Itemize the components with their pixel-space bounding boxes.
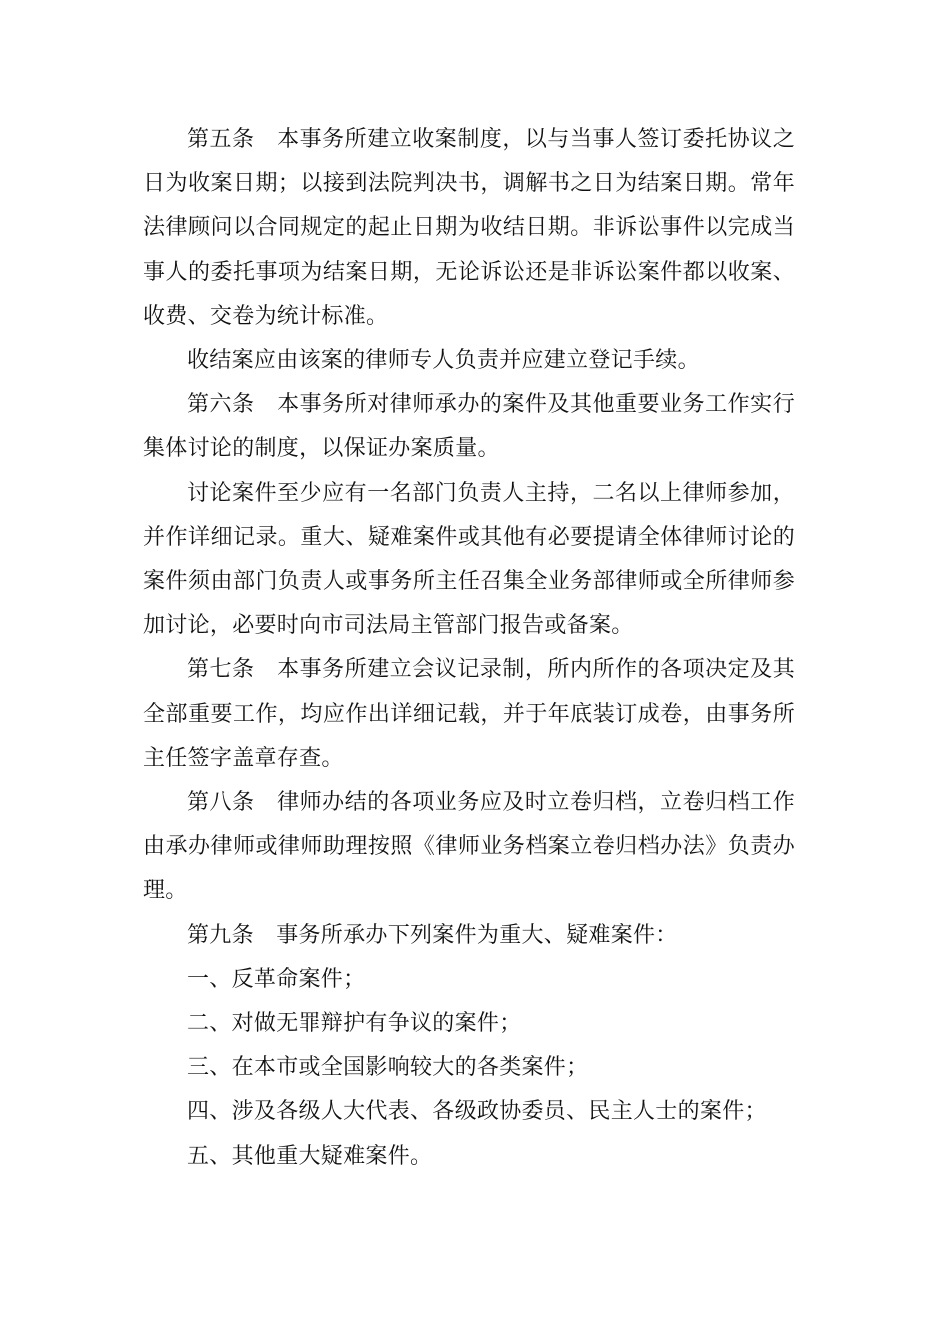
list-item: 三、在本市或全国影响较大的各类案件； bbox=[187, 1055, 589, 1081]
case-registration-paragraph: 收结案应由该案的律师专人负责并应建立登记手续。 bbox=[187, 348, 700, 374]
case-discussion-paragraph: 讨论案件至少应有一名部门负责人主持，二名以上律师参加，并作详细记录。重大、疑难案件或其他有必要提请全体律师讨论的案件须由部门负责人或事务所主任召集全业务部律师或全所律师参加讨论，必要时向市司法局主管部门报告或备案。 bbox=[143, 480, 795, 639]
article-7-paragraph: 第七条 本事务所建立会议记录制，所内所作的各项决定及其全部重要工作，均应作出详细记载，并于年底装订成卷，由事务所主任签字盖章存查。 bbox=[143, 657, 795, 771]
list-item: 五、其他重大疑难案件。 bbox=[187, 1143, 433, 1169]
article-6-paragraph: 第六条 本事务所对律师承办的案件及其他重要业务工作实行集体讨论的制度，以保证办案质量。 bbox=[143, 392, 795, 462]
list-item: 一、反革命案件； bbox=[187, 966, 366, 992]
list-item: 四、涉及各级人大代表、各级政协委员、民主人士的案件； bbox=[187, 1099, 767, 1125]
article-5-paragraph: 第五条 本事务所建立收案制度，以与当事人签订委托协议之日为收案日期；以接到法院判决书，调解书之日为结案日期。常年法律顾问以合同规定的起止日期为收结日期。非诉讼事件以完成当事人的委托事项为结案日期，无论诉讼还是非诉讼案件都以收案、收费、交卷为统计标准。 bbox=[143, 127, 795, 329]
article-9-paragraph: 第九条 事务所承办下列案件为重大、疑难案件： bbox=[187, 922, 678, 948]
article-8-paragraph: 第八条 律师办结的各项业务应及时立卷归档，立卷归档工作由承办律师或律师助理按照《律师业务档案立卷归档办法》负责办理。 bbox=[143, 790, 795, 904]
list-item: 二、对做无罪辩护有争议的案件； bbox=[187, 1011, 522, 1037]
document-body bbox=[143, 118, 795, 1179]
